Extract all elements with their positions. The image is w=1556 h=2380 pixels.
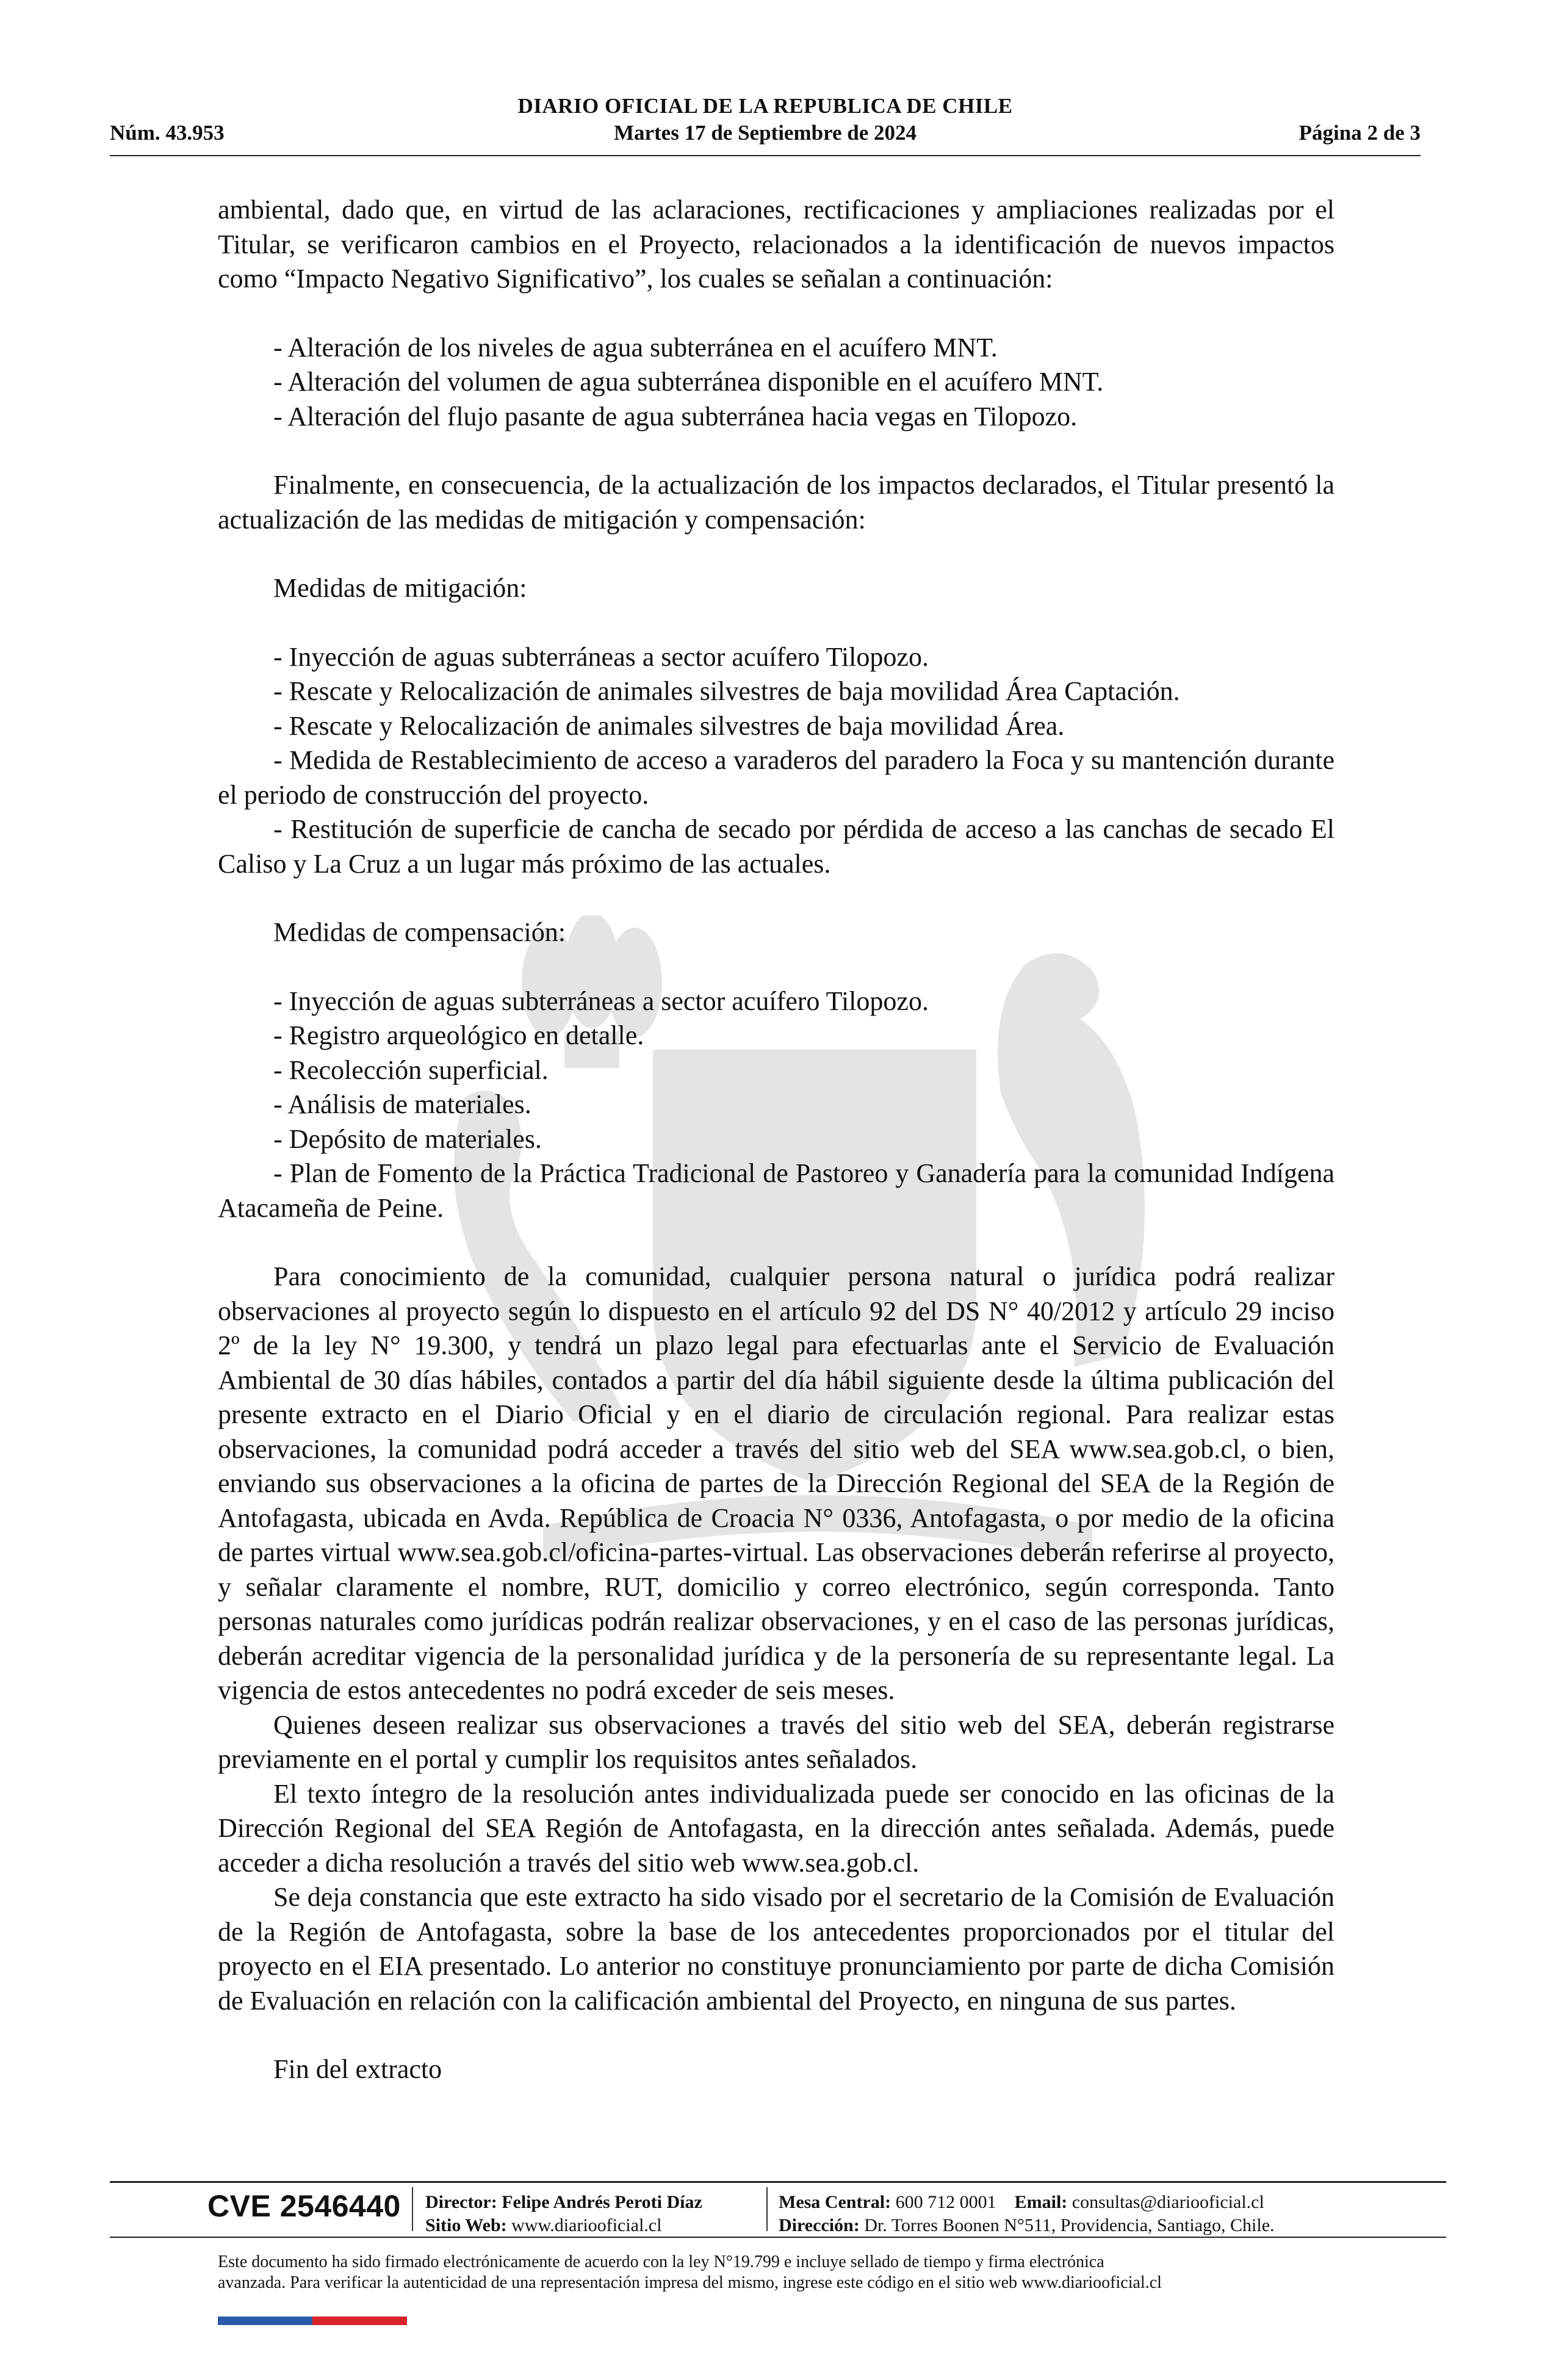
header-divider [110,155,1421,156]
intro-paragraph: ambiental, dado que, en virtud de las aclaraciones, rectificaciones y ampliaciones realizadas por el Titular, se verificaron cambios en el Proyecto, relacionados a la identificación de nuevos impactos como “Impacto Negativo Significativo”, los cuales se señalan a continuación: [218,195,1334,294]
mitigation-item: - Rescate y Relocalización de animales silvestres de baja movilidad Área Captación. [273,676,1180,706]
address-text: Dr. Torres Boonen N°511, Providencia, Santiago, Chile. [864,2215,1275,2235]
site-link[interactable]: www.diariooficial.cl [511,2215,662,2235]
mitigation-item: - Inyección de aguas subterráneas a sector acuífero Tilopozo. [273,641,929,672]
issue-number: Núm. 43.953 [110,121,225,145]
footer-separator [412,2187,413,2231]
page-number: Página 2 de 3 [1298,121,1421,145]
full-text-paragraph: El texto íntegro de la resolución antes individualizada puede ser conocido en las oficinas de la Dirección Regional del SEA Región de Antofagasta, en la dirección antes señalada. Además, puede acceder a dicha resolución a través del sitio web www.sea.gob.cl. [218,1778,1334,1878]
footer-contact-block [779,2191,1275,2237]
page-header [110,92,1421,159]
compensation-item: - Análisis de materiales. [273,1089,531,1119]
mitigation-item: - Medida de Restablecimiento de acceso a varaderos del paradero la Foca y su mantención durante el periodo de construcción del proyecto. [218,745,1334,810]
legal-notice [218,2252,1334,2293]
footer-divider [110,2237,1446,2238]
impact-item: - Alteración de los niveles de agua subterránea en el acuífero MNT. [273,332,998,362]
legal-line: avanzada. Para verificar la autenticidad de una representación impresa del mismo, ingrese este código en el sitio web www.diariooficial.cl [218,2273,1162,2292]
compensation-heading: Medidas de compensación: [273,917,566,947]
issue-date: Martes 17 de Septiembre de 2024 [613,121,917,145]
impact-item: - Alteración del volumen de agua subterránea disponible en el acuífero MNT. [273,367,1104,397]
compensation-item: - Inyección de aguas subterráneas a sector acuífero Tilopozo. [273,986,929,1016]
compensation-item: - Plan de Fomento de la Práctica Tradicional de Pastoreo y Ganadería para la comunidad Indígena Atacameña de Peine. [218,1158,1334,1223]
impact-item: - Alteración del flujo pasante de agua subterránea hacia vegas en Tilopozo. [273,401,1078,431]
register-paragraph: Quienes deseen realizar sus observaciones a través del sitio web del SEA, deberán registrarse previamente en el portal y cumplir los requisitos antes señalados. [218,1709,1334,1774]
footer-director-block [425,2191,702,2237]
address-label: Dirección: [779,2215,860,2235]
email-link[interactable]: consultas@diariooficial.cl [1072,2192,1264,2212]
cve-code: CVE 2546440 [207,2189,401,2223]
mitigation-item: - Rescate y Relocalización de animales silvestres de baja movilidad Área. [273,710,1065,741]
site-label: Sitio Web: [425,2215,507,2235]
record-paragraph: Se deja constancia que este extracto ha sido visado por el secretario de la Comisión de Evaluación de la Región de Antofagasta, sobre la base de los antecedentes proporcionados por el titular del proyecto en el EIA presentado. Lo anterior no constituye pronunciamiento por parte de dicha Comisión de Evaluación en relación con la calificación ambiental del Proyecto, en ninguna de sus partes. [218,1882,1334,2016]
article-body [218,193,1334,2087]
finally-paragraph: Finalmente, en consecuencia, de la actualización de los impactos declarados, el Titular presentó la actualización de las medidas de mitigación y compensación: [218,470,1334,535]
flag-blue-segment [218,2317,312,2325]
observations-paragraph: Para conocimiento de la comunidad, cualquier persona natural o jurídica podrá realizar observaciones al proyecto según lo dispuesto en el artículo 92 del DS N° 40/2012 y artículo 29 inciso 2º de la ley N° 19.300, y tendrá un plazo legal para efectuarlas ante el Servicio de Evaluación Ambiental de 30 días hábiles, contados a partir del día hábil siguiente desde la última publicación del presente extracto en el Diario Oficial y en el diario de circulación regional. Para realizar estas observaciones, la comunidad podrá acceder a través del sitio web del SEA www.sea.gob.cl, o bien, enviando sus observaciones a la oficina de partes de la Dirección Regional del SEA de la Región de Antofagasta, ubicada en Avda. República de Croacia N° 0336, Antofagasta, o por medio de la oficina de partes virtual www.sea.gob.cl/oficina-partes-virtual. Las observaciones deberán referirse al proyecto, y señalar claramente el nombre, RUT, domicilio y correo electrónico, según corresponda. Tanto personas naturales como jurídicas podrán realizar observaciones, y en el caso de las personas jurídicas, deberán acreditar vigencia de la personalidad jurídica y de la personería de su representante legal. La vigencia de estos antecedentes no podrá exceder de seis meses. [218,1261,1334,1705]
mitigation-heading: Medidas de mitigación: [273,573,527,603]
director-name: Felipe Andrés Peroti Díaz [502,2192,702,2212]
flag-red-segment [312,2317,407,2325]
email-label: Email: [1014,2192,1068,2212]
compensation-item: - Registro arqueológico en detalle. [273,1020,644,1050]
footer-divider [110,2181,1446,2183]
legal-line: Este documento ha sido firmado electrónicamente de acuerdo con la ley N°19.799 e incluye sellado de tiempo y firma electrónica [218,2252,1104,2271]
compensation-item: - Depósito de materiales. [273,1123,542,1154]
compensation-item: - Recolección superficial. [273,1055,549,1085]
footer-separator [766,2187,768,2231]
end-of-extract: Fin del extracto [273,2054,442,2084]
newspaper-title: DIARIO OFICIAL DE LA REPUBLICA DE CHILE [517,94,1013,118]
desk-phone: 600 712 0001 [895,2192,996,2212]
director-label: Director: [425,2192,497,2212]
mitigation-item: - Restitución de superficie de cancha de secado por pérdida de acceso a las canchas de secado El Caliso y La Cruz a un lugar más próximo de las actuales. [218,814,1334,879]
desk-label: Mesa Central: [779,2192,891,2212]
flag-stripe [218,2317,407,2325]
